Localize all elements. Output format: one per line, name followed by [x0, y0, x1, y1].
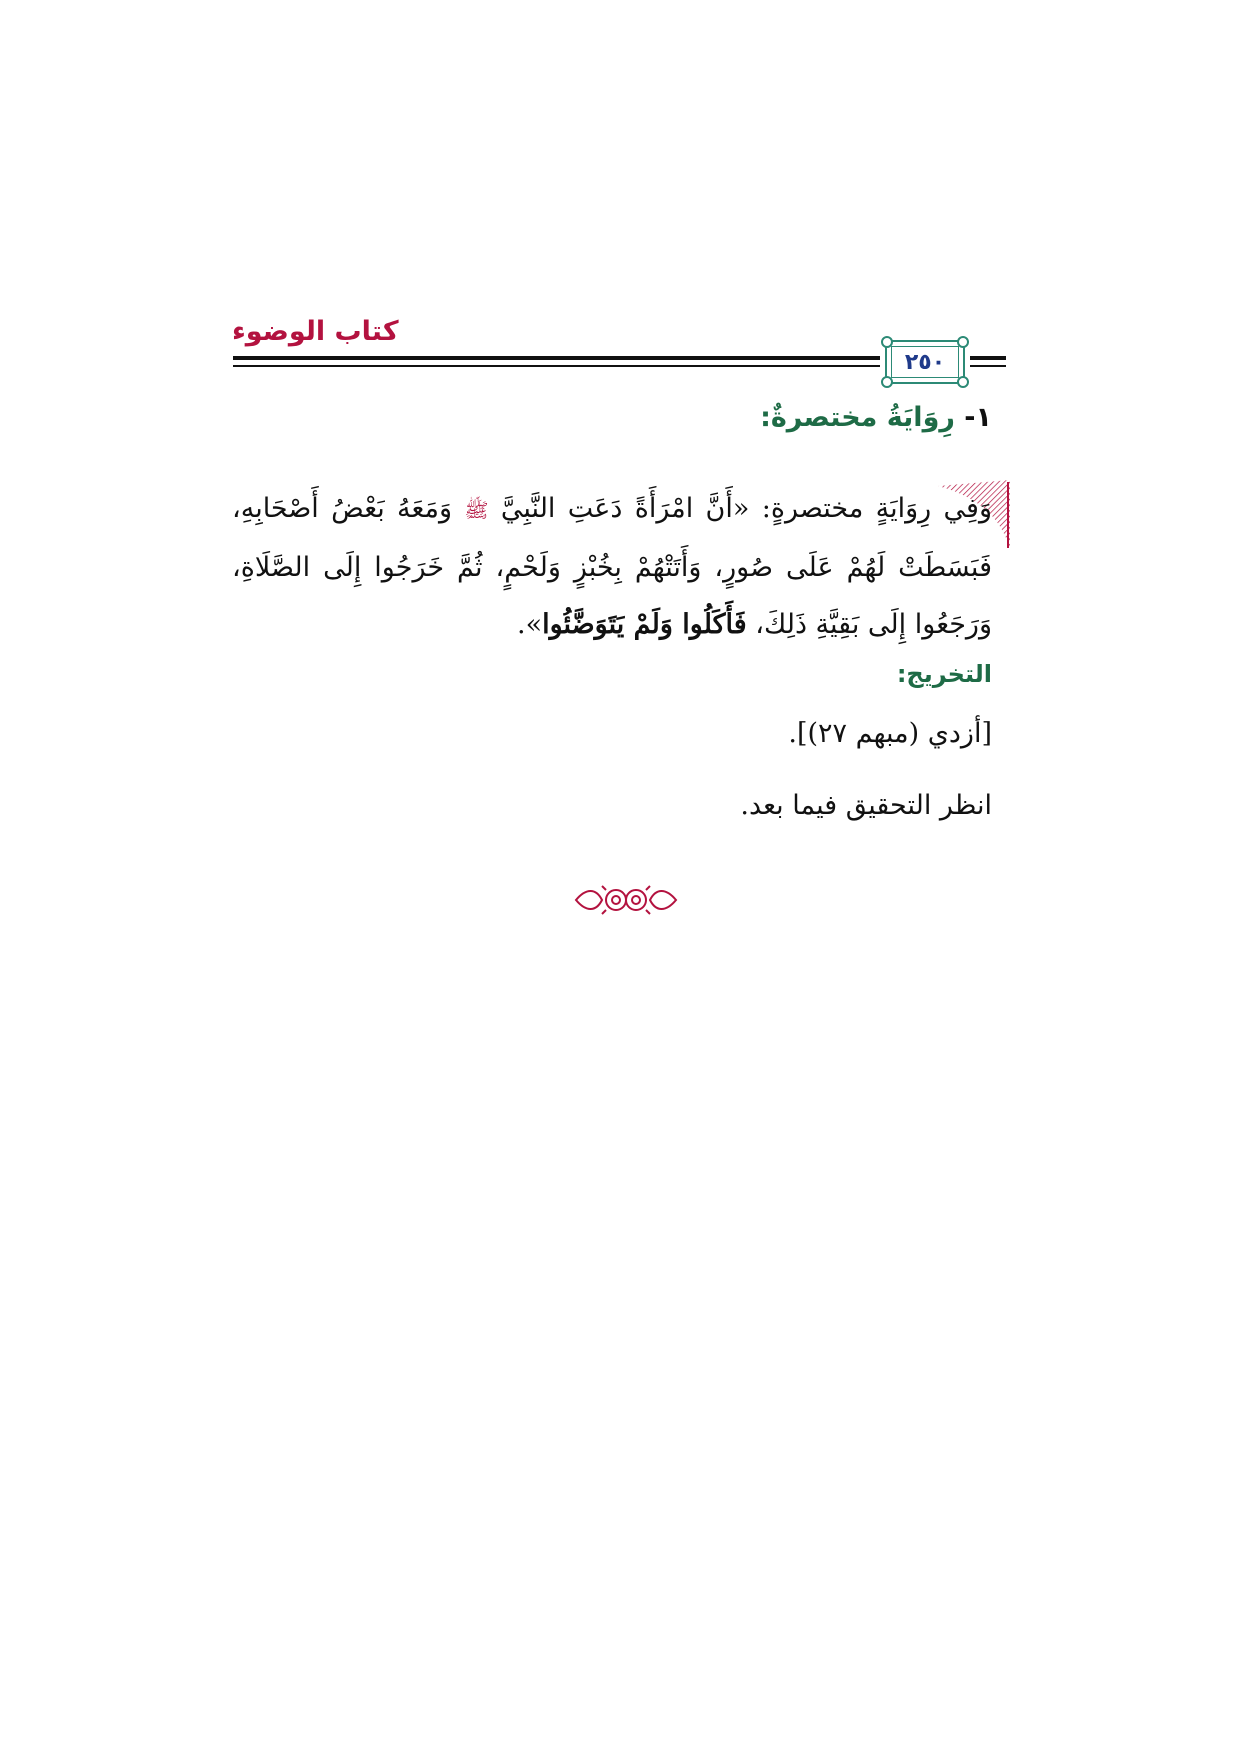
salla-glyph: ﷺ — [464, 498, 489, 522]
takhrij-source: [أزدي (مبهم ٢٧)]. — [788, 718, 992, 749]
takhrij-title: التخريج: — [896, 660, 992, 688]
book-title: كتاب الوضوء — [232, 316, 399, 347]
paragraph-text-2: وَمَعَهُ بَعْضُ أَصْحَابِهِ، فَبَسَطَتْ لَهُمْ عَلَى صُورٍ، وَأَتَتْهُمْ بِخُبْزٍ وَلَحْمٍ، ثُمَّ خَرَجُوا إِلَى الصَّلَاةِ، وَرَجَعُوا إِلَى بَقِيَّةِ ذَلِكَ، — [232, 493, 992, 640]
section-title: رِوَايَةُ مختصرةٌ: — [760, 402, 955, 433]
header-rule-right-thin — [970, 365, 1006, 367]
header-rule-thin — [233, 365, 880, 367]
end-ornament-icon — [572, 884, 680, 916]
paragraph-bold-text: فَأَكَلُوا وَلَمْ يَتَوَضَّئُوا — [542, 609, 747, 640]
paragraph-end: ». — [517, 609, 543, 640]
section-number: ١- — [964, 402, 992, 433]
page-number: ٢٥٠ — [904, 349, 946, 375]
header-rule-right-thick — [970, 356, 1006, 360]
takhrij-note: انظر التحقيق فيما بعد. — [740, 790, 992, 821]
hadith-paragraph — [232, 480, 992, 653]
header-rule-thick — [233, 356, 880, 360]
page-number-frame — [885, 340, 965, 384]
section-heading — [760, 402, 992, 433]
paragraph-text-1: وَفِي رِوَايَةٍ مختصرةٍ: «أَنَّ امْرَأَةً دَعَتِ النَّبِيَّ — [500, 493, 992, 524]
